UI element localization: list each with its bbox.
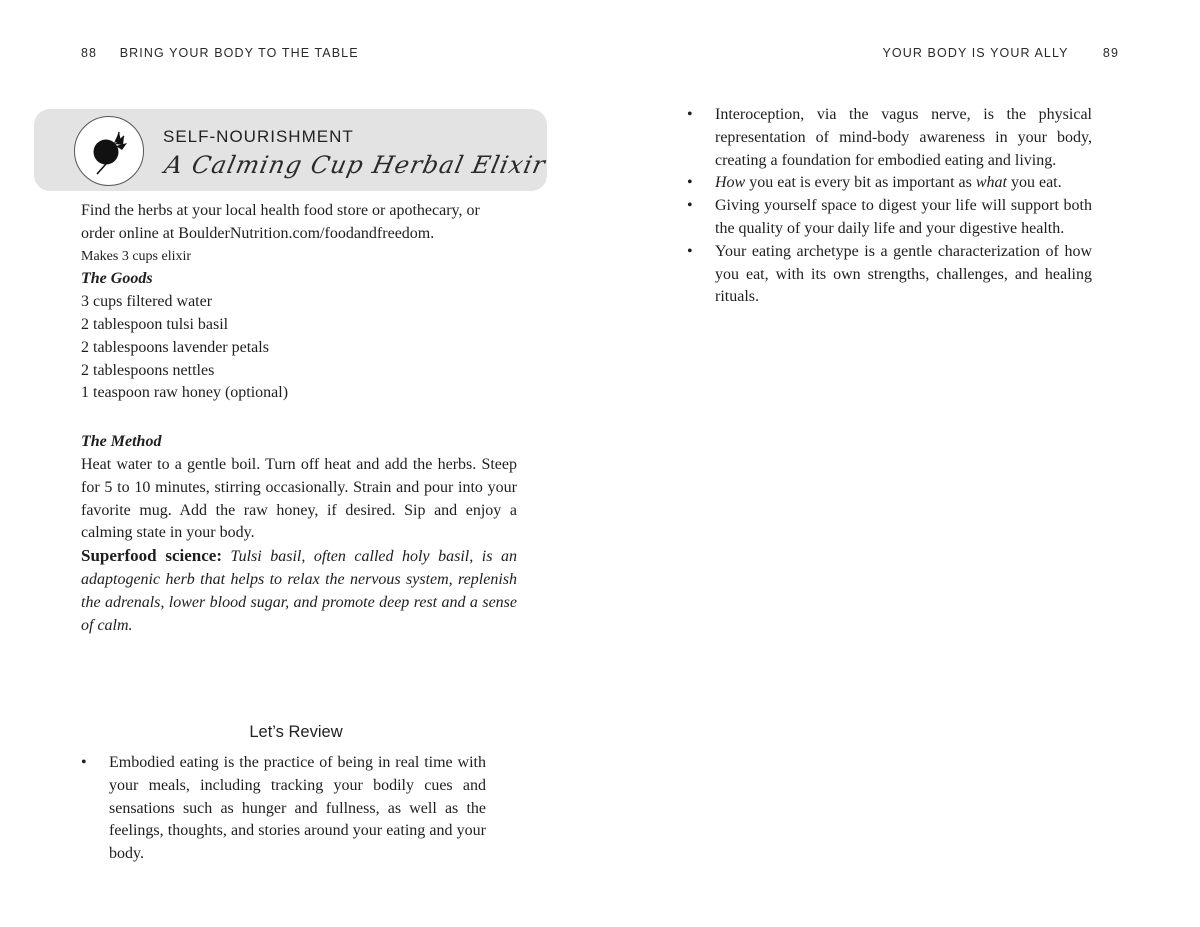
- bullet-glyph: •: [81, 754, 87, 771]
- recipe-intro: Find the herbs at your local health food store or apothecary, or order online at BoulderNutrition.com/foodandfreedom.: [81, 202, 480, 242]
- review-item: [687, 172, 1092, 195]
- review-item: [687, 104, 1092, 172]
- superfood-science: [81, 545, 517, 637]
- bullet-glyph: •: [687, 242, 693, 260]
- ingredient-item: 2 tablespoons lavender petals: [81, 338, 269, 356]
- review-item-text: what: [975, 174, 1007, 192]
- review-item-text: How: [715, 174, 746, 192]
- science-text: Tulsi basil, often called holy basil, is an adaptogenic herb that helps to relax the nervous system, replenish the adrenals, lower blood sugar, and promote deep rest and a sense of calm.: [81, 548, 517, 634]
- recipe-title: A Calming Cup Herbal Elixir: [162, 151, 549, 179]
- bullet-glyph: •: [687, 174, 693, 192]
- recipe-yield: Makes 3 cups elixir: [81, 248, 192, 264]
- ingredient-item: 2 tablespoons nettles: [81, 361, 215, 379]
- review-list-left: [81, 752, 486, 866]
- ingredient-item: 2 tablespoon tulsi basil: [81, 315, 229, 333]
- review-item-text: you eat is every bit as important as: [745, 174, 976, 192]
- left-running-title: BRING YOUR BODY TO THE TABLE: [119, 46, 359, 60]
- goods-heading: The Goods: [81, 270, 153, 288]
- ingredient-list: [81, 291, 517, 405]
- recipe-banner: [34, 109, 547, 191]
- bullet-glyph: •: [687, 106, 693, 123]
- ingredient-item: 3 cups filtered water: [81, 293, 213, 311]
- right-page-number: 89: [1102, 46, 1119, 60]
- right-running-title: YOUR BODY IS YOUR ALLY: [882, 46, 1069, 60]
- recipe-kicker: SELF-NOURISHMENT: [163, 127, 354, 146]
- right-running-head: [882, 46, 1119, 60]
- review-item-text: Your eating archetype is a gentle characterization of how you eat, with its own strengths, challenges, and healing rituals.: [715, 242, 1092, 306]
- left-page-number: 88: [81, 46, 98, 60]
- method-text: Heat water to a gentle boil. Turn off heat and add the herbs. Steep for 5 to 10 minutes, stirring occasionally. Strain and pour into your favorite mug. Add the raw honey, if desired. Sip and enjoy a calming state in your body.: [81, 455, 517, 542]
- review-heading: Let’s Review: [249, 723, 343, 741]
- bullet-glyph: •: [687, 197, 693, 215]
- review-item-text: Giving yourself space to digest your life will support both the quality of your daily life and your digestive health.: [715, 197, 1092, 237]
- beet-icon: [74, 116, 144, 186]
- review-list-right: [687, 104, 1092, 309]
- review-item: [687, 195, 1092, 241]
- science-label: Superfood science:: [81, 546, 222, 566]
- recipe-body: [81, 200, 517, 637]
- review-item-text: Interoception, via the vagus nerve, is the physical representation of mind-body awareness in your body, creating a foundation for embodied eating and living.: [715, 106, 1092, 169]
- ingredient-item: 1 teaspoon raw honey (optional): [81, 384, 289, 402]
- method-section: [81, 431, 517, 545]
- review-item-text: you eat.: [1006, 174, 1062, 192]
- review-item: [687, 241, 1092, 309]
- left-running-head: [81, 46, 359, 60]
- method-heading: The Method: [81, 433, 162, 451]
- review-item-text: Embodied eating is the practice of being in real time with your meals, including tracking your bodily cues and sensations such as hunger and fullness, as well as the feelings, thoughts, and stories around your eating and your body.: [109, 754, 486, 863]
- review-item: [81, 752, 486, 866]
